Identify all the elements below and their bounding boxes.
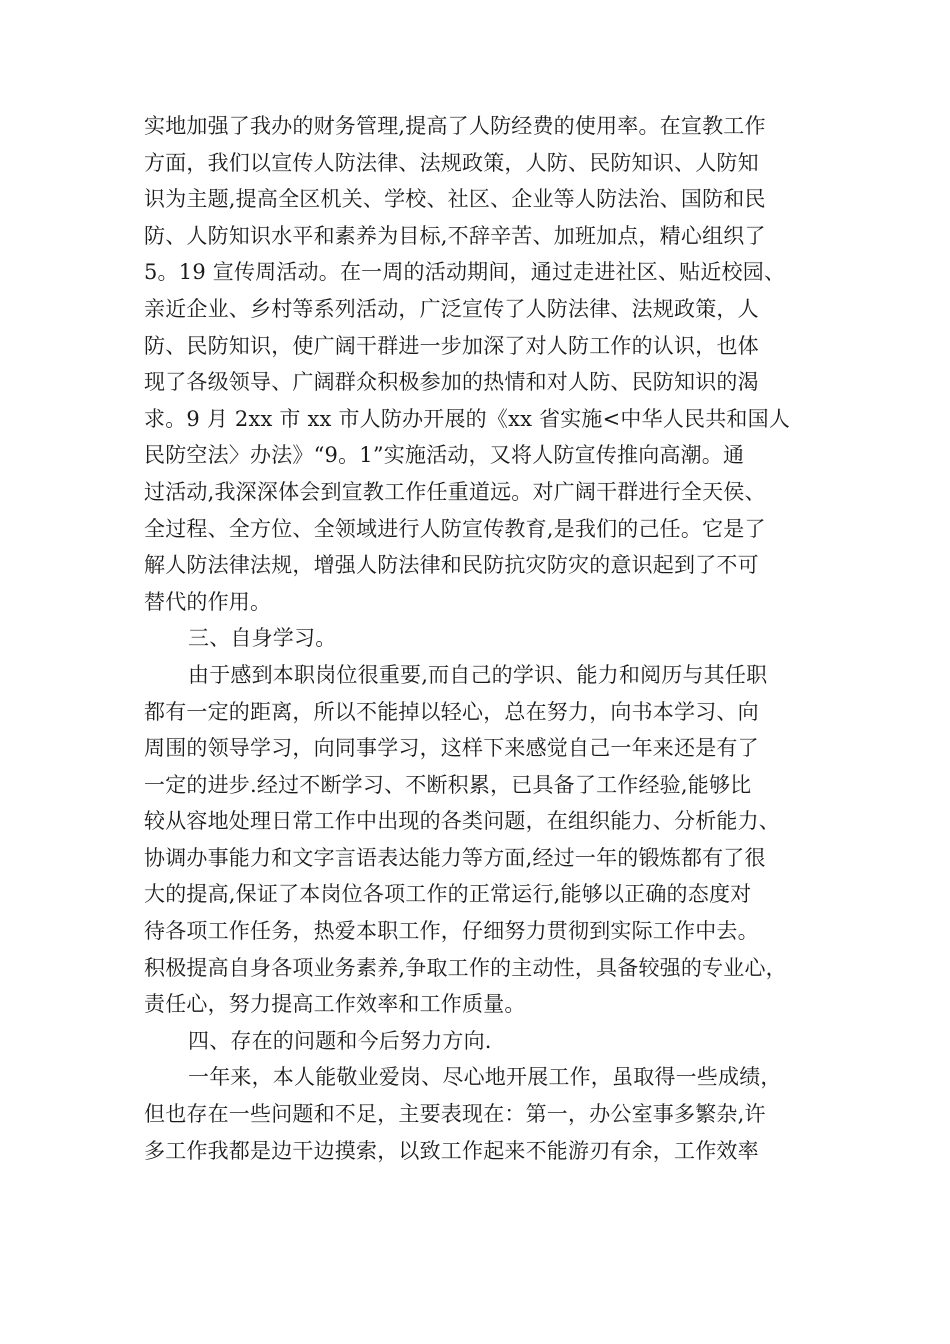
text-line: 责任心，努力提高工作效率和工作质量。 bbox=[144, 992, 526, 1017]
text-line: 求。9 月 2xx 市 xx 市人防办开展的《xx 省实施<中华人民共和国人 bbox=[144, 406, 791, 431]
text-line: 一定的进步.经过不断学习、不断积累，已具备了工作经验,能够比 bbox=[144, 772, 752, 797]
document-body bbox=[144, 108, 824, 1169]
text-line: 待各项工作任务，热爱本职工作，仔细努力贯彻到实际工作中去。 bbox=[144, 919, 759, 944]
text-line: 较从容地处理日常工作中出现的各类问题，在组织能力、分析能力、 bbox=[144, 809, 780, 834]
section-heading: 三、自身学习。 bbox=[188, 626, 337, 651]
text-line: 现了各级领导、广阔群众积极参加的热情和对人防、民防知识的渴 bbox=[144, 370, 759, 395]
text-line: 识为主题,提高全区机关、学校、社区、企业等人防法治、国防和民 bbox=[144, 187, 766, 212]
text-line: 实地加强了我办的财务管理,提高了人防经费的使用率。在宣教工作 bbox=[144, 114, 766, 138]
text-line: 都有一定的距离，所以不能掉以轻心，总在努力，向书本学习、向 bbox=[144, 699, 759, 724]
text-line: 大的提高,保证了本岗位各项工作的正常运行,能够以正确的态度对 bbox=[144, 882, 752, 907]
text-line: 解人防法律法规，增强人防法律和民防抗灾防灾的意识起到了不可 bbox=[144, 553, 759, 578]
text-line: 多工作我都是边干边摸索，以致工作起来不能游刃有余，工作效率 bbox=[144, 1138, 759, 1163]
text-line: 亲近企业、乡村等系列活动，广泛宣传了人防法律、法规政策，人 bbox=[144, 296, 759, 321]
text-line: 防、民防知识，使广阔干群进一步加深了对人防工作的认识，也体 bbox=[144, 333, 759, 358]
text-line: 协调办事能力和文字言语表达能力等方面,经过一年的锻炼都有了很 bbox=[144, 845, 766, 870]
text-line: 方面，我们以宣传人防法律、法规政策，人防、民防知识、人防知 bbox=[144, 150, 759, 175]
text-line: 但也存在一些问题和不足，主要表现在：第一，办公室事多繁杂,许 bbox=[144, 1102, 766, 1127]
section-heading: 四、存在的问题和今后努力方向. bbox=[188, 1028, 492, 1053]
text-line: 周围的领导学习，向同事学习，这样下来感觉自己一年来还是有了 bbox=[144, 736, 759, 761]
text-line: 积极提高自身各项业务素养,争取工作的主动性，具备较强的专业心， bbox=[144, 955, 787, 980]
text-line: 过活动,我深深体会到宣教工作任重道远。对广阔干群进行全天侯、 bbox=[144, 479, 766, 504]
text-line: 5。19 宣传周活动。在一周的活动期间，通过走进社区、贴近校园、 bbox=[144, 260, 786, 285]
text-line: 全过程、全方位、全领域进行人防宣传教育,是我们的己任。它是了 bbox=[144, 516, 766, 541]
text-line: 一年来，本人能敬业爱岗、尽心地开展工作，虽取得一些成绩， bbox=[188, 1065, 782, 1090]
text-line: 民防空法〉办法》“9。1”实施活动，又将人防宣传推向高潮。通 bbox=[144, 443, 745, 468]
text-line: 由于感到本职岗位很重要,而自己的学识、能力和阅历与其任职 bbox=[188, 662, 768, 687]
text-line: 替代的作用。 bbox=[144, 589, 272, 614]
text-line: 防、人防知识水平和素养为目标,不辞辛苦、加班加点，精心组织了 bbox=[144, 223, 766, 248]
